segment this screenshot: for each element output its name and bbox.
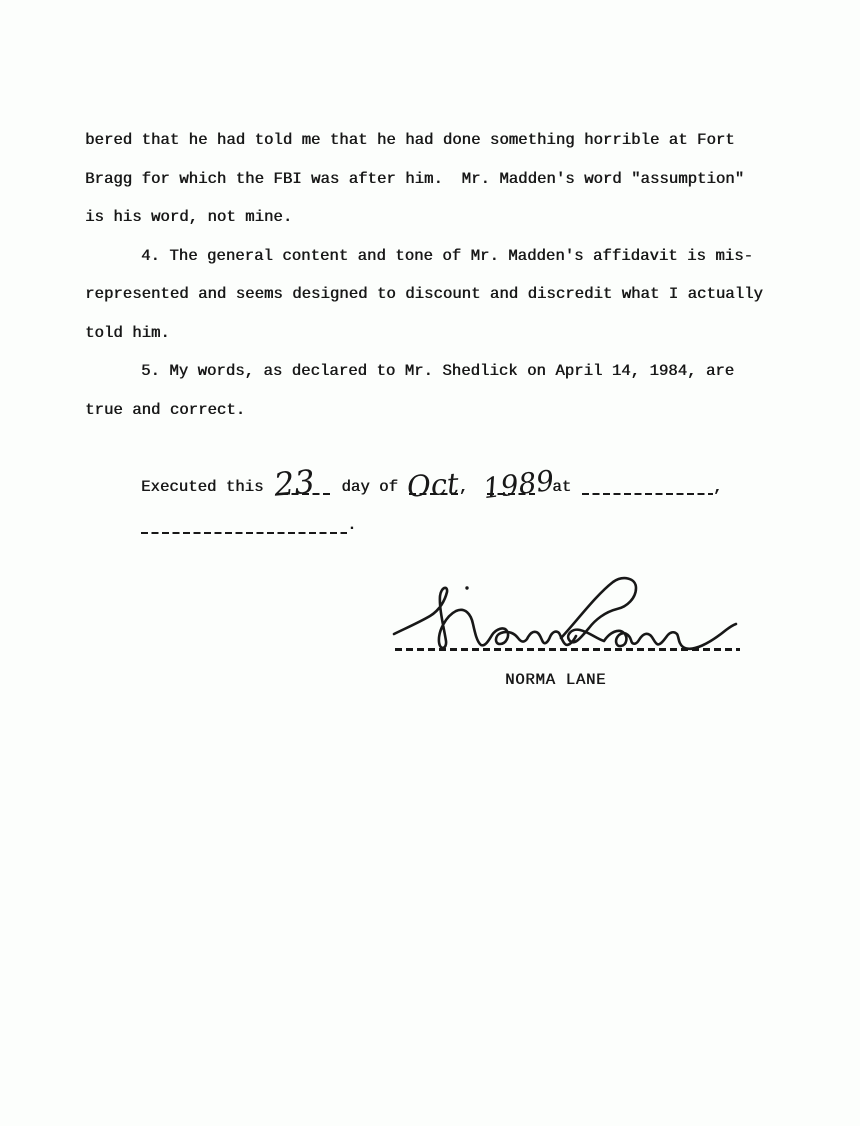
body-line-item-5: 5. My words, as declared to Mr. Shedlick on April 14, 1984, are xyxy=(141,362,735,380)
body-line: is his word, not mine. xyxy=(85,208,293,226)
body-line-item-4: 4. The general content and tone of Mr. Madden's affidavit is mis- xyxy=(141,246,753,265)
year-blank xyxy=(481,463,557,505)
body-line: Bragg for which the FBI was after him. Mr. Madden's word "assumption" xyxy=(85,169,744,188)
handwritten-year: 1989 xyxy=(481,463,557,505)
signature-line xyxy=(395,648,740,651)
place-blank xyxy=(582,482,713,496)
place-blank-continued xyxy=(141,520,347,534)
comma-after-place: , xyxy=(713,477,723,496)
execution-line-continued xyxy=(85,506,860,545)
body-line: bered that he had told me that he had done something horrible at Fort xyxy=(85,131,735,149)
execution-label-at: at xyxy=(552,477,572,496)
handwritten-day: 23 xyxy=(272,461,317,504)
execution-label-day-of: day of xyxy=(341,477,398,496)
body-line: represented and seems designed to discount and discredit what I actually xyxy=(85,285,763,303)
day-blank xyxy=(272,461,332,504)
period-after-blank: . xyxy=(347,516,357,534)
handwritten-month: Oct xyxy=(405,465,460,504)
blank-line xyxy=(85,429,860,468)
comma-after-month: , xyxy=(458,477,469,496)
signature-typed-name: NORMA LANE xyxy=(505,671,607,689)
month-blank xyxy=(405,465,460,504)
execution-line xyxy=(85,461,860,507)
body-line: true and correct. xyxy=(85,400,246,419)
body-text xyxy=(0,0,860,545)
body-line: told him. xyxy=(85,323,170,342)
execution-label-prefix: Executed this xyxy=(141,477,264,496)
